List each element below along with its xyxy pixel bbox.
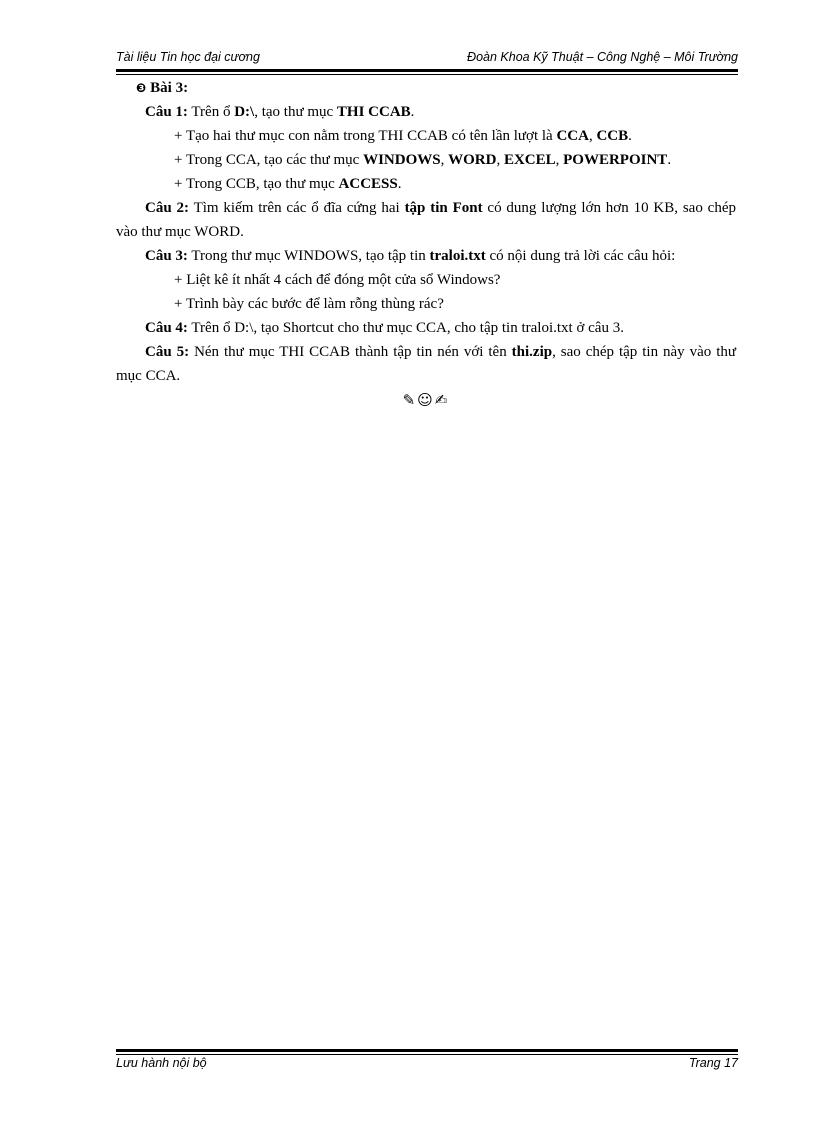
number-bullet-icon: ❸ (136, 81, 147, 95)
item-bold-text: ACCESS (338, 176, 398, 192)
item-text: , (496, 152, 504, 168)
question-text: , tạo thư mục (254, 104, 337, 120)
question-bold-text: D:\ (234, 104, 255, 120)
document-body (116, 76, 736, 412)
footer-left-text: Lưu hành nội bộ (116, 1056, 207, 1070)
question-label: Câu 1: (145, 104, 188, 120)
question-3 (116, 244, 736, 268)
question-text: , sao chép tập tin này vào thư mục CCA. (116, 344, 737, 384)
item-bold-text: EXCEL (503, 152, 556, 168)
question-1-item-3 (116, 172, 736, 196)
question-bold-text: thi.zip (511, 344, 553, 360)
question-text: có dung lượng lớn hơn 10 KB, sao chép vào thư mục WORD. (116, 200, 736, 240)
question-label: Câu 4: (145, 320, 188, 336)
question-text: Nén thư mục THI CCAB thành tập tin nén với tên (189, 344, 512, 360)
item-text: . (628, 128, 632, 144)
item-text: , (555, 152, 564, 168)
question-text: Trong thư mục WINDOWS, tạo tập tin (187, 248, 430, 264)
question-2 (116, 196, 736, 244)
item-text: + Trong CCA, tạo các thư mục (174, 152, 364, 168)
item-text: + Tạo hai thư mục con nằm trong THI CCAB có tên lần lượt là (174, 128, 557, 144)
header-left-text: Tài liệu Tin học đại cương (116, 50, 260, 64)
header-rule-thin (116, 74, 738, 75)
item-text: . (667, 152, 672, 168)
question-3-item-1: + Liệt kê ít nhất 4 cách để đóng một cửa sổ Windows? (174, 272, 501, 288)
item-text: . (397, 176, 402, 192)
question-1 (116, 100, 736, 124)
page-footer (116, 1056, 738, 1072)
question-4 (116, 316, 736, 340)
page-number: Trang 17 (688, 1056, 738, 1070)
item-bold-text: WINDOWS (363, 152, 441, 168)
question-1-item-2 (116, 148, 736, 172)
item-text: , (440, 152, 449, 168)
question-bold-text: traloi.txt (429, 248, 486, 264)
question-text: có nội dung trả lời các câu hỏi: (485, 248, 676, 264)
header-rule-thick (116, 69, 738, 72)
item-bold-text: WORD (448, 152, 497, 168)
question-bold-text: tập tin Font (404, 200, 483, 216)
question-label: Câu 5: (145, 344, 190, 360)
page-header (116, 50, 738, 66)
question-text: Tìm kiếm trên các ổ đĩa cứng hai (189, 200, 405, 216)
question-5 (116, 340, 736, 388)
end-ornament-icon: ✎☺✍ (402, 391, 450, 409)
item-bold-text: POWERPOINT (563, 152, 668, 168)
question-text: . (410, 104, 415, 120)
question-3-item-2: + Trình bày các bước để làm rỗng thùng rác? (174, 296, 444, 312)
question-text: Trên ổ D:\, tạo Shortcut cho thư mục CCA, cho tập tin traloi.txt ở câu 3. (187, 320, 624, 336)
question-bold-text: THI CCAB (336, 104, 411, 120)
exercise-title-text: Bài 3: (150, 80, 189, 96)
question-label: Câu 3: (145, 248, 188, 264)
question-label: Câu 2: (145, 200, 190, 216)
item-bold-text: CCA (556, 128, 589, 144)
footer-rule-thin (116, 1054, 738, 1055)
question-text: Trên ổ (187, 104, 235, 120)
footer-rule-thick (116, 1049, 738, 1052)
item-text: + Trong CCB, tạo thư mục (174, 176, 339, 192)
question-1-item-1 (116, 124, 736, 148)
header-right-text: Đoàn Khoa Kỹ Thuật – Công Nghệ – Môi Trường (467, 50, 738, 64)
exercise-title (116, 76, 736, 100)
item-bold-text: CCB (596, 128, 629, 144)
item-text: , (588, 128, 597, 144)
